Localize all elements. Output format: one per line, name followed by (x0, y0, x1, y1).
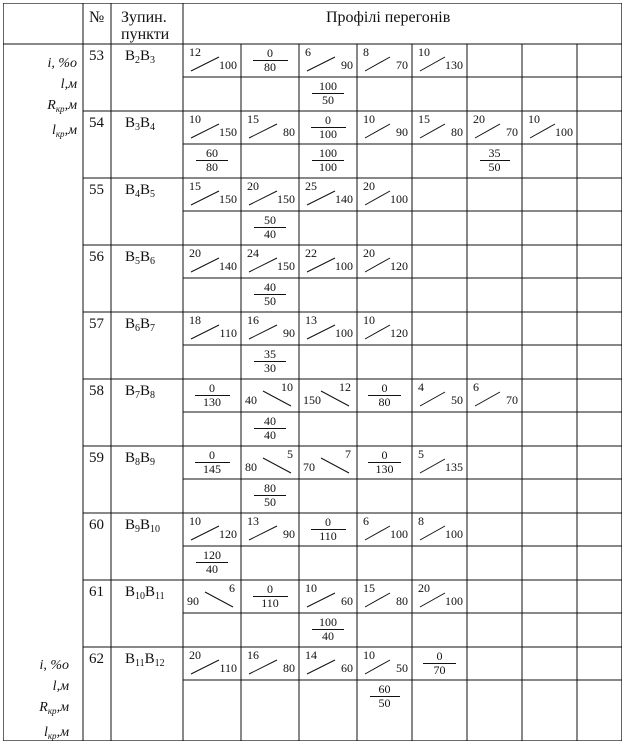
profile-grade: 20 (418, 581, 430, 595)
profile-length: 50 (451, 393, 463, 407)
stop-a-index: 5 (135, 256, 141, 267)
profile-grade: 6 (363, 514, 369, 528)
legend-i-2: i, %o (39, 658, 69, 673)
profile-length: 110 (219, 326, 237, 340)
stop-points (125, 584, 165, 602)
stop-a-letter: B (125, 584, 136, 600)
profile-length: 90 (341, 58, 353, 72)
stop-a-index: 3 (135, 122, 141, 133)
profiles-table (3, 3, 622, 741)
row-number: 59 (89, 450, 104, 466)
profile-grade: 0 (267, 46, 273, 60)
curve-length: 40 (206, 562, 218, 576)
profile-incline-line (191, 191, 219, 205)
stop-points (125, 249, 155, 267)
profile-length: 80 (245, 460, 257, 474)
profile-length: 140 (335, 192, 353, 206)
curve-length: 30 (264, 361, 276, 375)
profile-incline-line (420, 392, 445, 406)
stop-b-letter: B (140, 115, 151, 131)
profile-grade: 16 (247, 313, 259, 327)
profile-grade: 7 (345, 447, 351, 461)
profile-length: 130 (375, 462, 394, 476)
profile-grade: 10 (189, 112, 201, 126)
curve-params (241, 281, 299, 308)
profile-flat (183, 449, 241, 476)
profile-length: 140 (219, 259, 237, 273)
profile-grade: 12 (339, 380, 351, 394)
profile-length: 80 (264, 60, 276, 74)
legend-r (5, 95, 77, 120)
header-stop-line1: Зупин. (121, 9, 167, 26)
profile-grade: 20 (363, 246, 375, 260)
curve-params (241, 482, 299, 509)
profile-length: 110 (261, 596, 279, 610)
stop-b-index: 8 (150, 390, 156, 401)
profile-length: 100 (319, 127, 337, 141)
profile-grade: 0 (325, 113, 331, 127)
legend-l (5, 74, 77, 95)
stop-b-letter: B (140, 182, 151, 198)
profile-grade: 4 (418, 380, 424, 394)
stop-a-letter: B (125, 450, 136, 466)
profile-grade: 22 (305, 246, 317, 260)
stop-b-letter: B (145, 584, 156, 600)
stop-b-letter: B (140, 383, 151, 399)
profile-incline-line (420, 459, 445, 473)
profile-grade: 6 (473, 380, 479, 394)
curve-radius: 60 (378, 682, 391, 696)
profile-incline-line (249, 660, 277, 674)
profile-grade: 0 (209, 381, 215, 395)
curve-length: 40 (264, 428, 276, 442)
profile-length: 80 (283, 661, 295, 675)
curve-length: 40 (322, 629, 334, 643)
curve-params (467, 147, 522, 174)
profile-incline-line (530, 124, 555, 138)
profile-length: 150 (277, 192, 295, 206)
profile-length: 100 (335, 259, 353, 273)
profile-length: 90 (283, 326, 295, 340)
stop-b-letter: B (144, 651, 155, 667)
profile-grade: 5 (287, 447, 293, 461)
stop-points (125, 383, 155, 401)
profile-incline-line (307, 191, 335, 205)
row-number: 53 (89, 48, 104, 64)
curve-length: 50 (378, 696, 391, 710)
legend-r-2 (5, 697, 69, 722)
profile-length: 100 (555, 125, 573, 139)
profile-grade: 24 (247, 246, 259, 260)
profile-grade: 0 (325, 515, 331, 529)
curve-radius: 35 (488, 146, 501, 160)
stop-b-index: 7 (150, 323, 156, 334)
profile-grade: 0 (267, 582, 273, 596)
curve-params (299, 147, 357, 174)
profile-length: 120 (219, 527, 237, 541)
stop-b-index: 6 (150, 256, 156, 267)
curve-length: 100 (319, 160, 337, 174)
legend-lkr-symbol-2: l (43, 725, 48, 740)
curve-length: 80 (206, 160, 218, 174)
profile-grade: 20 (473, 112, 485, 126)
profile-incline-line (475, 124, 500, 138)
stop-a-letter: B (125, 115, 136, 131)
stop-b-index: 5 (150, 189, 156, 200)
profile-length: 100 (335, 326, 353, 340)
legend-l-2 (5, 676, 69, 697)
curve-radius: 40 (264, 414, 276, 428)
stop-points (125, 651, 165, 669)
profile-length: 90 (396, 125, 408, 139)
stop-a-index: 10 (135, 591, 146, 602)
profile-length: 100 (445, 594, 463, 608)
profile-length: 150 (219, 125, 237, 139)
profile-incline-line (365, 124, 390, 138)
profile-incline-line (420, 124, 445, 138)
profile-incline-line (365, 593, 390, 607)
profile-length: 60 (341, 661, 353, 675)
stop-a-letter: B (125, 651, 136, 667)
profile-incline-line (365, 526, 390, 540)
profile-grade: 25 (305, 179, 317, 193)
stop-b-letter: B (140, 517, 151, 533)
curve-radius: 100 (319, 615, 337, 629)
stop-b-index: 3 (150, 55, 156, 66)
profile-length: 110 (219, 661, 237, 675)
stop-a-letter: B (125, 316, 136, 332)
legend-r-unit: ,м (64, 98, 77, 113)
profile-grade: 20 (363, 179, 375, 193)
profile-grade: 13 (305, 313, 317, 327)
profile-length: 80 (396, 594, 408, 608)
stop-a-index: 6 (135, 323, 141, 334)
profile-grade: 8 (418, 514, 424, 528)
legend-l-symbol-2: l (52, 679, 57, 694)
legend-r-symbol-2: R (39, 700, 48, 715)
curve-radius: 60 (206, 146, 218, 160)
profile-grade: 20 (189, 648, 201, 662)
profile-length: 135 (445, 460, 463, 474)
profile-incline-line (249, 526, 277, 540)
legend-lkr-sub: кр (55, 129, 65, 139)
stop-points (125, 450, 155, 468)
stop-a-index: 4 (135, 189, 141, 200)
profile-incline-line (365, 191, 390, 205)
row-number: 57 (89, 316, 104, 332)
profile-grade: 16 (247, 648, 259, 662)
profile-grade: 10 (281, 380, 293, 394)
curve-params (183, 147, 241, 174)
profile-incline-line (307, 593, 335, 607)
stop-a-letter: B (125, 517, 136, 533)
stop-b-index: 11 (155, 591, 165, 602)
curve-length: 50 (264, 294, 276, 308)
stop-a-letter: B (125, 383, 136, 399)
curve-params (241, 214, 299, 241)
curve-radius: 80 (264, 481, 276, 495)
profile-incline-line (420, 57, 445, 71)
profile-length: 150 (303, 393, 321, 407)
profile-grade: 10 (189, 514, 201, 528)
row-number: 54 (89, 115, 104, 131)
profile-grade: 10 (528, 112, 540, 126)
legend-i: i, %o (47, 56, 77, 71)
legend-lkr-symbol: l (51, 123, 56, 138)
profile-grade: 10 (305, 581, 317, 595)
profile-length: 100 (445, 527, 463, 541)
profile-length: 100 (390, 527, 408, 541)
legend-lkr-sub-2: кр (47, 731, 57, 741)
curve-params (299, 80, 357, 107)
profile-length: 40 (245, 393, 257, 407)
curve-radius: 100 (319, 79, 337, 93)
profile-grade: 10 (363, 313, 375, 327)
legend-lkr-2 (5, 722, 69, 747)
profile-incline-line (191, 57, 219, 71)
curve-params (241, 415, 299, 442)
profile-length: 90 (187, 594, 199, 608)
row-number: 56 (89, 249, 104, 265)
profile-length: 90 (283, 527, 295, 541)
profile-length: 120 (390, 259, 408, 273)
profile-grade: 6 (305, 45, 311, 59)
profile-grade: 0 (436, 649, 443, 663)
stop-b-index: 12 (154, 658, 165, 669)
profile-flat (299, 516, 357, 543)
curve-params (357, 683, 412, 710)
profile-incline-line (365, 258, 390, 272)
stop-a-index: 9 (135, 524, 141, 535)
legend-r-symbol: R (47, 98, 56, 113)
curve-params (299, 616, 357, 643)
profile-incline-line (191, 526, 219, 540)
curve-length: 50 (264, 495, 276, 509)
legend-l-symbol: l (60, 77, 65, 92)
row-number: 58 (89, 383, 104, 399)
profile-length: 80 (378, 395, 391, 409)
profile-incline-line (365, 325, 390, 339)
stop-a-letter: B (125, 48, 136, 64)
profile-grade: 15 (189, 179, 201, 193)
stop-b-index: 4 (150, 122, 156, 133)
profile-length: 70 (506, 393, 518, 407)
curve-length: 50 (322, 93, 334, 107)
profile-length: 50 (396, 661, 408, 675)
stop-a-index: 2 (135, 55, 141, 66)
profile-grade: 8 (363, 45, 369, 59)
profile-incline-line (249, 258, 277, 272)
profile-length: 150 (219, 192, 237, 206)
profile-length: 130 (203, 395, 221, 409)
legend-lkr-unit: ,м (64, 123, 77, 138)
profile-incline-line (420, 526, 445, 540)
curve-params (241, 348, 299, 375)
profile-length: 100 (219, 58, 237, 72)
row-number: 62 (89, 651, 104, 667)
curve-length: 40 (264, 227, 276, 241)
profile-length: 120 (390, 326, 408, 340)
curve-radius: 100 (319, 146, 337, 160)
profile-length: 60 (341, 594, 353, 608)
profile-grade: 20 (189, 246, 201, 260)
stop-a-index: 8 (135, 457, 141, 468)
row-number: 55 (89, 182, 104, 198)
profile-length: 70 (303, 460, 315, 474)
legend-r-sub-2: кр (47, 706, 57, 716)
profile-incline-line (365, 57, 390, 71)
profile-incline-line (191, 258, 219, 272)
profile-incline-line (307, 325, 335, 339)
header-profiles: Профілі перегонів (326, 9, 451, 26)
stop-points (125, 517, 160, 535)
profile-incline-line (307, 57, 335, 71)
profile-grade: 10 (363, 112, 375, 126)
profile-length: 130 (445, 58, 463, 72)
stop-b-letter: B (140, 316, 151, 332)
profile-grade: 15 (418, 112, 430, 126)
profile-flat (357, 382, 412, 409)
profile-length: 110 (319, 529, 337, 543)
profile-grade: 5 (418, 447, 424, 461)
profile-grade: 10 (363, 648, 375, 662)
profile-incline-line (307, 258, 335, 272)
header-stop-line2: пункти (121, 26, 170, 43)
profile-incline-line (249, 191, 277, 205)
stop-points (125, 316, 155, 334)
profile-grade: 12 (189, 45, 201, 59)
profile-length: 70 (396, 58, 408, 72)
stop-b-letter: B (140, 249, 151, 265)
profile-grade: 14 (305, 648, 317, 662)
profile-length: 80 (451, 125, 463, 139)
profile-grade: 20 (247, 179, 259, 193)
legend-lkr (5, 120, 77, 145)
profile-grade: 0 (209, 448, 215, 462)
stop-points (125, 115, 155, 133)
curve-radius: 35 (264, 347, 276, 361)
stop-a-index: 11 (135, 658, 145, 669)
profile-grade: 18 (189, 313, 201, 327)
profile-length: 145 (203, 462, 221, 476)
profile-incline-line (249, 325, 277, 339)
profile-grade: 6 (229, 581, 235, 595)
curve-radius: 120 (203, 548, 221, 562)
profile-length: 150 (277, 259, 295, 273)
row-number: 61 (89, 584, 104, 600)
profile-flat (357, 449, 412, 476)
stop-a-letter: B (125, 182, 136, 198)
stop-b-letter: B (140, 48, 151, 64)
curve-length: 50 (488, 160, 501, 174)
profile-grade: 10 (418, 45, 430, 59)
curve-params (183, 549, 241, 576)
profile-grade: 15 (247, 112, 259, 126)
header-no: № (89, 9, 105, 26)
stop-a-index: 7 (135, 390, 141, 401)
profile-grade: 15 (363, 581, 375, 595)
profile-length: 80 (283, 125, 295, 139)
legend-top (5, 53, 77, 145)
curve-radius: 40 (264, 280, 276, 294)
legend-bottom (5, 655, 69, 747)
profile-flat (241, 47, 299, 74)
curve-radius: 50 (264, 213, 276, 227)
profile-incline-line (191, 124, 219, 138)
legend-r-sub: кр (55, 104, 65, 114)
profile-incline-line (249, 124, 277, 138)
profile-grade: 0 (381, 381, 388, 395)
legend-l-unit-2: ,м (56, 679, 69, 694)
stop-b-index: 10 (150, 524, 161, 535)
profile-grade: 0 (381, 448, 388, 462)
stop-b-index: 9 (150, 457, 156, 468)
profile-flat (299, 114, 357, 141)
legend-lkr-unit-2: ,м (56, 725, 69, 740)
stop-a-letter: B (125, 249, 136, 265)
stop-points (125, 182, 155, 200)
profile-flat (412, 650, 467, 677)
profile-grade: 13 (247, 514, 259, 528)
row-number: 60 (89, 517, 104, 533)
legend-r-unit-2: ,м (56, 700, 69, 715)
profile-length: 70 (433, 663, 446, 677)
profile-incline-line (365, 660, 390, 674)
legend-l-unit: ,м (64, 77, 77, 92)
profile-incline-line (191, 325, 219, 339)
profile-incline-line (420, 593, 445, 607)
profile-incline-line (191, 660, 219, 674)
stop-b-letter: B (140, 450, 151, 466)
profile-flat (241, 583, 299, 610)
profile-flat (183, 382, 241, 409)
profile-length: 100 (390, 192, 408, 206)
profile-incline-line (307, 660, 335, 674)
profile-length: 70 (506, 125, 518, 139)
profile-incline-line (475, 392, 500, 406)
stop-points (125, 48, 155, 66)
